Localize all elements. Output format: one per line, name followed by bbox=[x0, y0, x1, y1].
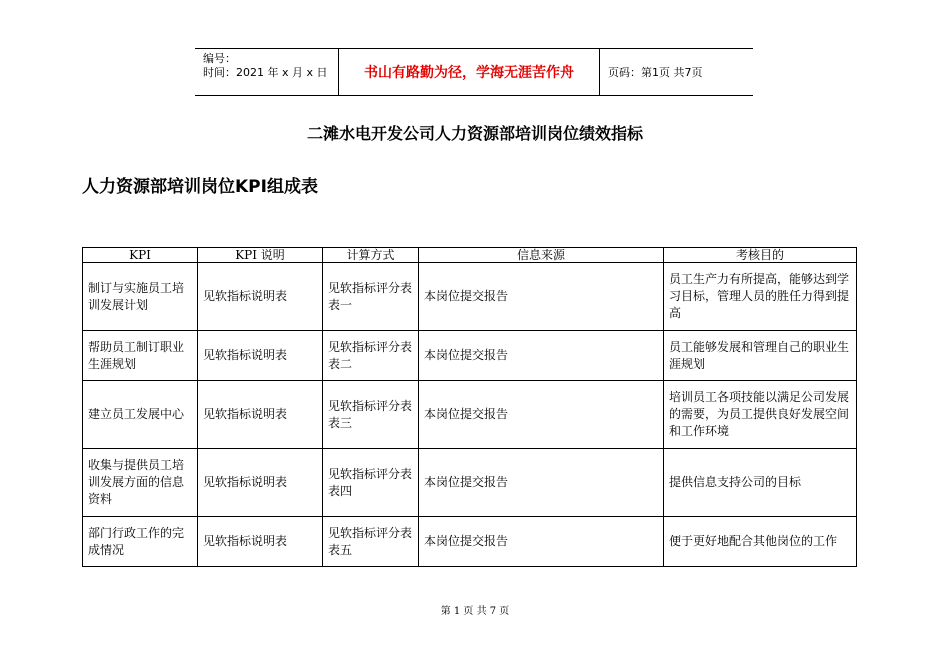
cell-kpi-desc: 见软指标说明表 bbox=[198, 263, 323, 331]
cell-purpose: 提供信息支持公司的目标 bbox=[664, 449, 857, 517]
column-header-source: 信息来源 bbox=[419, 248, 664, 263]
doc-date-label: 时间：2021 年 x 月 x 日 bbox=[203, 66, 328, 79]
column-header-kpi: KPI bbox=[83, 248, 198, 263]
cell-source: 本岗位提交报告 bbox=[419, 263, 664, 331]
cell-calc: 见软指标评分表表三 bbox=[323, 381, 419, 449]
cell-calc: 见软指标评分表表五 bbox=[323, 517, 419, 567]
table-row bbox=[83, 449, 857, 517]
cell-kpi: 帮助员工制订职业生涯规划 bbox=[83, 331, 198, 381]
table-header-row bbox=[83, 248, 857, 263]
doc-number-label: 编号： bbox=[203, 52, 236, 65]
cell-kpi: 制订与实施员工培训发展计划 bbox=[83, 263, 198, 331]
section-title: 人力资源部培训岗位KPI组成表 bbox=[82, 177, 318, 197]
cell-kpi-desc: 见软指标说明表 bbox=[198, 331, 323, 381]
cell-kpi: 部门行政工作的完成情况 bbox=[83, 517, 198, 567]
cell-kpi: 收集与提供员工培训发展方面的信息资料 bbox=[83, 449, 198, 517]
cell-purpose: 员工生产力有所提高，能够达到学习目标，管理人员的胜任力得到提高 bbox=[664, 263, 857, 331]
page-header bbox=[195, 48, 753, 96]
cell-purpose: 员工能够发展和管理自己的职业生涯规划 bbox=[664, 331, 857, 381]
cell-source: 本岗位提交报告 bbox=[419, 331, 664, 381]
cell-purpose: 便于更好地配合其他岗位的工作 bbox=[664, 517, 857, 567]
header-motto: 书山有路勤为径，学海无涯苦作舟 bbox=[338, 49, 600, 95]
cell-kpi-desc: 见软指标说明表 bbox=[198, 449, 323, 517]
table-row bbox=[83, 263, 857, 331]
cell-calc: 见软指标评分表表一 bbox=[323, 263, 419, 331]
cell-source: 本岗位提交报告 bbox=[419, 517, 664, 567]
column-header-purpose: 考核目的 bbox=[664, 248, 857, 263]
cell-kpi-desc: 见软指标说明表 bbox=[198, 381, 323, 449]
kpi-table bbox=[82, 247, 857, 567]
cell-source: 本岗位提交报告 bbox=[419, 381, 664, 449]
cell-calc: 见软指标评分表表四 bbox=[323, 449, 419, 517]
table-row bbox=[83, 331, 857, 381]
cell-source: 本岗位提交报告 bbox=[419, 449, 664, 517]
table-row bbox=[83, 517, 857, 567]
column-header-calc: 计算方式 bbox=[323, 248, 419, 263]
column-header-kpi-desc: KPI 说明 bbox=[198, 248, 323, 263]
header-page-label: 页码：第1页 共7页 bbox=[608, 66, 703, 79]
cell-kpi-desc: 见软指标说明表 bbox=[198, 517, 323, 567]
header-meta bbox=[195, 49, 338, 95]
table-row bbox=[83, 381, 857, 449]
cell-purpose: 培训员工各项技能以满足公司发展的需要，为员工提供良好发展空间和工作环境 bbox=[664, 381, 857, 449]
page-footer: 第 1 页 共 7 页 bbox=[440, 606, 510, 617]
cell-kpi: 建立员工发展中心 bbox=[83, 381, 198, 449]
cell-calc: 见软指标评分表表二 bbox=[323, 331, 419, 381]
document-title: 二滩水电开发公司人力资源部培训岗位绩效指标 bbox=[306, 124, 643, 143]
